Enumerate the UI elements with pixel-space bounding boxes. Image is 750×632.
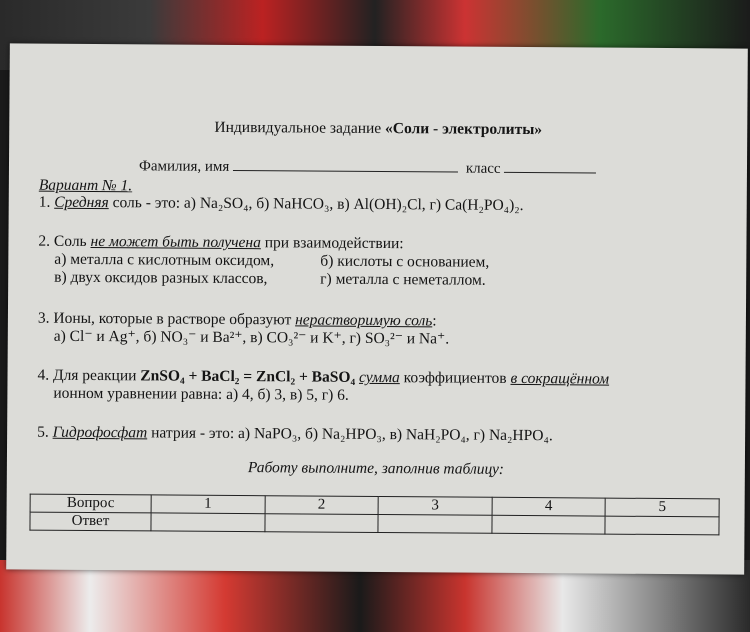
- answer-cell-1[interactable]: [151, 513, 265, 532]
- row-label-question: Вопрос: [30, 494, 151, 513]
- name-label: Фамилия, имя: [138, 158, 230, 175]
- answer-table: [29, 494, 719, 536]
- column-header: 3: [378, 497, 492, 516]
- answer-cell-2[interactable]: [265, 514, 379, 533]
- answer-cell-3[interactable]: [378, 515, 492, 534]
- class-label: класс: [465, 160, 501, 177]
- column-header: 5: [605, 498, 719, 517]
- class-blank[interactable]: [504, 159, 596, 174]
- answer-cell-5[interactable]: [605, 516, 719, 535]
- row-label-answer: Ответ: [30, 512, 151, 531]
- variant-heading: Вариант № 1.: [38, 176, 133, 195]
- table-row: [30, 512, 719, 535]
- worksheet-title: Индивидуальное задание «Соли - электролиты»: [214, 118, 543, 139]
- q2-option-d: г) металла с неметаллом.: [320, 270, 486, 289]
- question-4: 4. Для реакции ZnSO₄ + BaCl₂ = ZnCl₂ + BaSO₄ сумма коэффициентов в сокращённом ионном уравнении равна: а) 4, б) 3, в) 5, г) 6.: [37, 367, 609, 407]
- question-1: 1. Средняя соль - это: а) Na₂SO₄, б) NaHCO₃, в) Al(OH)₂Cl, г) Ca(H₂PO₄)₂.: [38, 193, 524, 215]
- q3-options: а) Cl⁻ и Ag⁺, б) NO₃⁻ и Ba²⁺, в) CO₃²⁻ и K⁺, г) SO₃²⁻ и Na⁺.: [53, 327, 450, 348]
- question-2: 2. Соль не может быть получена при взаимодействии: а) металла с кислотным оксидом, б) кислоты с основанием, в) двух оксидов разных классов, г) металла с неметаллом.: [38, 233, 580, 291]
- q2-option-c: в) двух оксидов разных классов,: [54, 268, 268, 288]
- q4-options: ионном уравнении равна: а) 4, б) 3, в) 5, г) 6.: [53, 384, 349, 404]
- question-5: 5. Гидрофосфат натрия - это: а) NaPO₃, б) Na₂HPO₃, в) NaH₂PO₄, г) Na₂HPO₄.: [37, 423, 553, 445]
- q2-option-b: б) кислоты с основанием,: [320, 252, 490, 271]
- column-header: 4: [492, 497, 606, 516]
- q2-option-a: а) металла с кислотным оксидом,: [54, 250, 275, 270]
- question-3: 3. Ионы, которые в растворе образуют нерастворимую соль: а) Cl⁻ и Ag⁺, б) NO₃⁻ и Ba²⁺, в) CO₃²⁻ и K⁺, г) SO₃²⁻ и Na⁺.: [37, 309, 450, 348]
- name-class-line: [139, 156, 596, 178]
- worksheet-paper: [6, 43, 748, 574]
- task-caption: Работу выполните, заполнив таблицу:: [247, 459, 504, 478]
- name-blank[interactable]: [233, 157, 458, 173]
- column-header: 1: [151, 495, 265, 514]
- column-header: 2: [265, 496, 379, 515]
- answer-cell-4[interactable]: [492, 515, 606, 534]
